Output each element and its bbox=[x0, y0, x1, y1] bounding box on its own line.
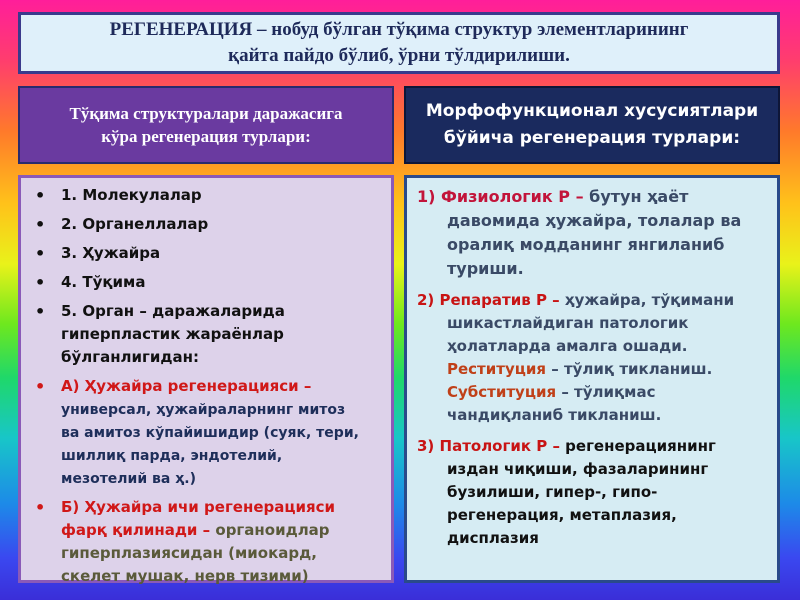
item-text-line: оралиқ модданинг янгиланиб bbox=[447, 235, 725, 254]
pathological-heading: 3) Патологик Р – bbox=[417, 437, 560, 455]
item-text-line: ва амитоз кўпайишидир (суяк, тери, bbox=[61, 425, 359, 441]
item-text-line: – тўлиқ тикланиш. bbox=[546, 360, 713, 378]
physiological-heading: 1) Физиологик Р – bbox=[417, 187, 584, 206]
item-text: 2. Органеллалар bbox=[61, 215, 209, 233]
cell-regeneration-heading: А) Ҳужайра регенерацияси – bbox=[61, 377, 312, 395]
right-header-line-2: бўйича регенерация турлари: bbox=[443, 128, 741, 148]
right-panel bbox=[404, 175, 780, 583]
left-header bbox=[18, 86, 394, 164]
list-item bbox=[31, 184, 381, 207]
structure-levels-list bbox=[31, 184, 381, 588]
bullet: • bbox=[35, 215, 46, 234]
bullet: • bbox=[35, 302, 46, 321]
item-text-line: 5. Орган – даражаларида bbox=[61, 302, 285, 320]
bullet: • bbox=[35, 498, 46, 517]
title-line-2: қайта пайдо бўлиб, ўрни тўлдирилиши. bbox=[228, 45, 570, 66]
intracellular-regeneration-heading: Б) Ҳужайра ичи регенерацияси bbox=[61, 498, 336, 516]
item-text: 1. Молекулалар bbox=[61, 186, 202, 204]
item-text-line: туриши. bbox=[447, 259, 524, 278]
slide-title bbox=[110, 17, 689, 69]
item-text-line: универсал, ҳужайраларнинг митоз bbox=[61, 402, 346, 418]
list-item bbox=[31, 242, 381, 265]
item-text-line: бузилиши, гипер-, гипо- bbox=[447, 483, 658, 501]
substitution-term: Субституция bbox=[447, 383, 557, 401]
item-text-line: шикастлайдиган патологик bbox=[447, 314, 689, 332]
right-header bbox=[404, 86, 780, 164]
item-text-line: – тўлиқмас bbox=[556, 383, 656, 401]
bullet: • bbox=[35, 186, 46, 205]
item-text-line: регенерациянинг bbox=[559, 437, 716, 455]
physiological-regeneration bbox=[417, 185, 769, 281]
list-item bbox=[31, 271, 381, 294]
item-text-line: мезотелий ва ҳ.) bbox=[61, 471, 196, 487]
title-box bbox=[18, 12, 780, 74]
left-panel bbox=[18, 175, 394, 583]
item-text-line: бўлганлигидан: bbox=[61, 348, 200, 366]
item-text-line: ҳолатларда амалга ошади. bbox=[447, 337, 688, 355]
left-header-line-2: кўра регенерация турлари: bbox=[101, 127, 311, 146]
item-text-line: бутун ҳаёт bbox=[583, 187, 689, 206]
intracellular-regeneration-heading-2: фарқ қилинади – bbox=[61, 521, 211, 539]
list-item bbox=[31, 300, 381, 369]
right-header-line-1: Морфофункционал хусусиятлари bbox=[425, 101, 759, 121]
item-text-line: гиперплазиясидан (миокард, bbox=[61, 544, 317, 562]
list-item bbox=[31, 375, 381, 490]
item-text-line: ҳужайра, тўқимани bbox=[559, 291, 735, 309]
bullet: • bbox=[35, 377, 46, 396]
item-text-line: издан чиқиши, фазаларининг bbox=[447, 460, 709, 478]
bullet: • bbox=[35, 244, 46, 263]
item-text-line: регенерация, метаплазия, bbox=[447, 506, 677, 524]
item-text-line: гиперпластик жараёнлар bbox=[61, 325, 284, 343]
title-line-1: РЕГЕНЕРАЦИЯ – нобуд бўлган тўқима структур элементларининг bbox=[109, 19, 689, 40]
item-text-line: органоидлар bbox=[210, 521, 330, 539]
item-text-line: дисплазия bbox=[447, 529, 539, 547]
item-text-line: чандиқланиб тикланиш. bbox=[447, 406, 662, 424]
item-text-line: давомида ҳужайра, толалар ва bbox=[447, 211, 742, 230]
pathological-regeneration bbox=[417, 435, 769, 550]
item-text: 3. Ҳужайра bbox=[61, 244, 161, 262]
item-text-line: шиллиқ парда, эндотелий, bbox=[61, 448, 283, 464]
list-item bbox=[31, 496, 381, 588]
reparative-heading: 2) Репаратив Р – bbox=[417, 291, 560, 309]
restitution-term: Реституция bbox=[447, 360, 546, 378]
bullet: • bbox=[35, 273, 46, 292]
list-item bbox=[31, 213, 381, 236]
item-text-line: скелет мушак, нерв тизими) bbox=[61, 567, 309, 585]
reparative-regeneration bbox=[417, 289, 769, 427]
left-header-line-1: Тўқима структуралари даражасига bbox=[69, 104, 343, 123]
item-text: 4. Тўқима bbox=[61, 273, 146, 291]
